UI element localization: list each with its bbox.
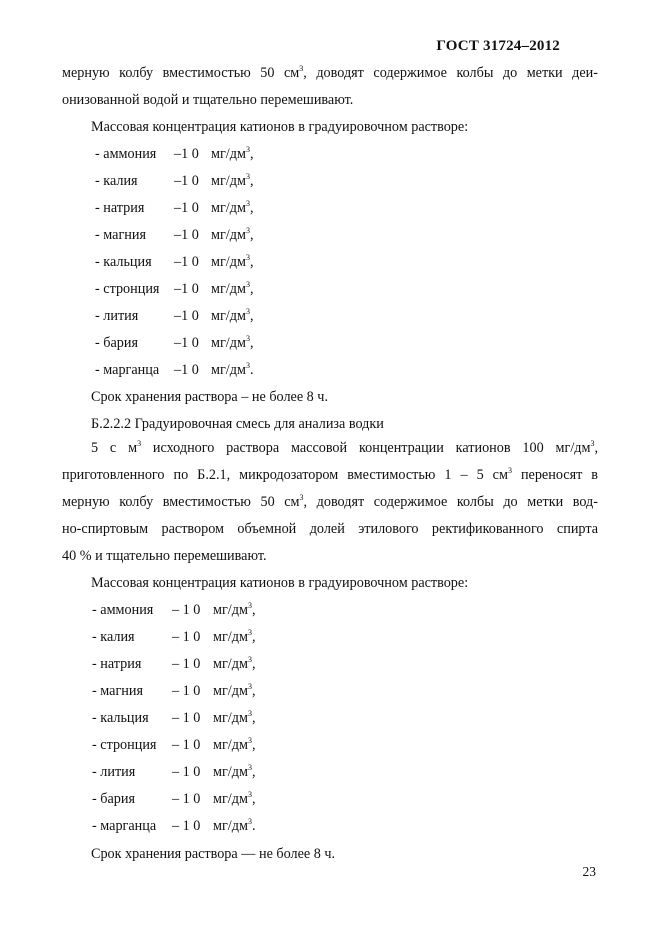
superscript: 3 bbox=[245, 334, 250, 343]
section-paragraph-line-2 bbox=[62, 466, 598, 484]
concentration-value: –1 0 bbox=[174, 335, 199, 351]
cation-name: - лития bbox=[92, 764, 136, 780]
punctuation: , bbox=[249, 200, 254, 216]
concentration-value: – 1 0 bbox=[172, 656, 201, 672]
cation-name: - магния bbox=[92, 683, 143, 699]
concentration-value: –1 0 bbox=[174, 281, 199, 297]
unit: мг/дм bbox=[211, 362, 246, 378]
text-fragment: , bbox=[594, 440, 599, 456]
superscript: 3 bbox=[507, 466, 512, 475]
unit: мг/дм bbox=[213, 710, 248, 726]
list1-heading: Массовая концентрация катионов в градуировочном растворе: bbox=[91, 119, 469, 135]
cation-name: - натрия bbox=[95, 200, 145, 216]
unit: мг/дм bbox=[213, 656, 248, 672]
concentration-value: – 1 0 bbox=[172, 710, 201, 726]
section-paragraph-line-3 bbox=[62, 493, 598, 511]
unit: мг/дм bbox=[211, 173, 246, 189]
cation-name: - аммония bbox=[95, 146, 157, 162]
section-title: Б.2.2.2 Градуировочная смесь для анализа водки bbox=[91, 416, 384, 432]
superscript: 3 bbox=[245, 226, 250, 235]
superscript: 3 bbox=[247, 763, 252, 772]
superscript: 3 bbox=[245, 361, 250, 370]
punctuation: , bbox=[251, 764, 256, 780]
superscript: 3 bbox=[247, 790, 252, 799]
text-fragment: мерную колбу вместимостью 50 см bbox=[62, 494, 300, 510]
punctuation: , bbox=[249, 146, 254, 162]
cation-name: - стронция bbox=[95, 281, 160, 297]
concentration-value: – 1 0 bbox=[172, 602, 201, 618]
unit: мг/дм bbox=[213, 764, 248, 780]
superscript: 3 bbox=[247, 817, 252, 826]
concentration-value: – 1 0 bbox=[172, 791, 201, 807]
cation-name: - магния bbox=[95, 227, 146, 243]
concentration-value: –1 0 bbox=[174, 173, 199, 189]
unit: мг/дм bbox=[211, 281, 246, 297]
superscript: 3 bbox=[245, 280, 250, 289]
text-fragment: переносят в bbox=[511, 467, 598, 483]
cation-name: - марганца bbox=[92, 818, 157, 834]
punctuation: , bbox=[249, 227, 254, 243]
concentration-value: – 1 0 bbox=[172, 629, 201, 645]
punctuation: , bbox=[251, 602, 256, 618]
concentration-value: –1 0 bbox=[174, 362, 199, 378]
unit: мг/дм bbox=[211, 227, 246, 243]
unit: мг/дм bbox=[211, 254, 246, 270]
punctuation: , bbox=[249, 281, 254, 297]
intro-line-1 bbox=[62, 64, 598, 82]
cation-name: - марганца bbox=[95, 362, 160, 378]
concentration-value: – 1 0 bbox=[172, 737, 201, 753]
unit: мг/дм bbox=[213, 818, 248, 834]
list2-heading: Массовая концентрация катионов в градуировочном растворе: bbox=[91, 575, 469, 591]
punctuation: , bbox=[249, 335, 254, 351]
punctuation: , bbox=[251, 629, 256, 645]
superscript: 3 bbox=[299, 64, 304, 73]
punctuation: , bbox=[249, 173, 254, 189]
cation-name: - кальция bbox=[92, 710, 149, 726]
concentration-value: –1 0 bbox=[174, 200, 199, 216]
superscript: 3 bbox=[245, 199, 250, 208]
cation-name: - лития bbox=[95, 308, 139, 324]
superscript: 3 bbox=[245, 172, 250, 181]
concentration-value: –1 0 bbox=[174, 227, 199, 243]
superscript: 3 bbox=[245, 307, 250, 316]
unit: мг/дм bbox=[211, 335, 246, 351]
punctuation: , bbox=[251, 737, 256, 753]
punctuation: , bbox=[249, 254, 254, 270]
text-fragment: мерную колбу вместимостью 50 см bbox=[62, 65, 300, 81]
cation-name: - кальция bbox=[95, 254, 152, 270]
concentration-value: – 1 0 bbox=[172, 683, 201, 699]
unit: мг/дм bbox=[213, 737, 248, 753]
section-paragraph-line-1 bbox=[91, 439, 598, 457]
unit: мг/дм bbox=[213, 602, 248, 618]
concentration-value: – 1 0 bbox=[172, 818, 201, 834]
punctuation: , bbox=[249, 308, 254, 324]
superscript: 3 bbox=[247, 682, 252, 691]
text-fragment: исходного раствора массовой концентрации катионов 100 мг/дм bbox=[152, 440, 591, 456]
superscript: 3 bbox=[245, 145, 250, 154]
punctuation: , bbox=[251, 683, 256, 699]
text-fragment: , доводят содержимое колбы до метки вод- bbox=[303, 494, 598, 510]
list1-storage: Срок хранения раствора – не более 8 ч. bbox=[91, 389, 328, 405]
concentration-value: –1 0 bbox=[174, 308, 199, 324]
concentration-value: – 1 0 bbox=[172, 764, 201, 780]
unit: мг/дм bbox=[213, 791, 248, 807]
unit: мг/дм bbox=[213, 683, 248, 699]
concentration-value: –1 0 bbox=[174, 254, 199, 270]
superscript: 3 bbox=[247, 736, 252, 745]
unit: мг/дм bbox=[211, 146, 246, 162]
punctuation: . bbox=[251, 818, 256, 834]
text-fragment: 5 с м bbox=[91, 440, 138, 456]
section-paragraph-line-4: но-спиртовым раствором объемной долей этилового ректификованного спирта bbox=[62, 521, 598, 537]
superscript: 3 bbox=[247, 655, 252, 664]
cation-name: - бария bbox=[95, 335, 138, 351]
text-fragment: приготовленного по Б.2.1, микродозатором вместимостью 1 – 5 см bbox=[62, 467, 508, 483]
document-header: ГОСТ 31724–2012 bbox=[436, 38, 560, 54]
text-fragment: , доводят содержимое колбы до метки деи- bbox=[303, 65, 598, 81]
page-number: 23 bbox=[582, 864, 596, 879]
section-paragraph-line-5: 40 % и тщательно перемешивают. bbox=[62, 548, 267, 564]
superscript: 3 bbox=[299, 493, 304, 502]
superscript: 3 bbox=[590, 439, 595, 448]
punctuation: , bbox=[251, 656, 256, 672]
cation-name: - калия bbox=[95, 173, 138, 189]
cation-name: - натрия bbox=[92, 656, 142, 672]
cation-name: - стронция bbox=[92, 737, 157, 753]
concentration-value: –1 0 bbox=[174, 146, 199, 162]
intro-line-2: онизованной водой и тщательно перемешивают. bbox=[62, 92, 354, 108]
list2-storage: Срок хранения раствора — не более 8 ч. bbox=[91, 846, 336, 862]
cation-name: - калия bbox=[92, 629, 135, 645]
cation-name: - аммония bbox=[92, 602, 154, 618]
superscript: 3 bbox=[247, 709, 252, 718]
superscript: 3 bbox=[245, 253, 250, 262]
superscript: 3 bbox=[247, 601, 252, 610]
unit: мг/дм bbox=[211, 308, 246, 324]
punctuation: , bbox=[251, 791, 256, 807]
punctuation: . bbox=[249, 362, 254, 378]
punctuation: , bbox=[251, 710, 256, 726]
superscript: 3 bbox=[247, 628, 252, 637]
unit: мг/дм bbox=[211, 200, 246, 216]
unit: мг/дм bbox=[213, 629, 248, 645]
superscript: 3 bbox=[137, 439, 142, 448]
cation-name: - бария bbox=[92, 791, 135, 807]
